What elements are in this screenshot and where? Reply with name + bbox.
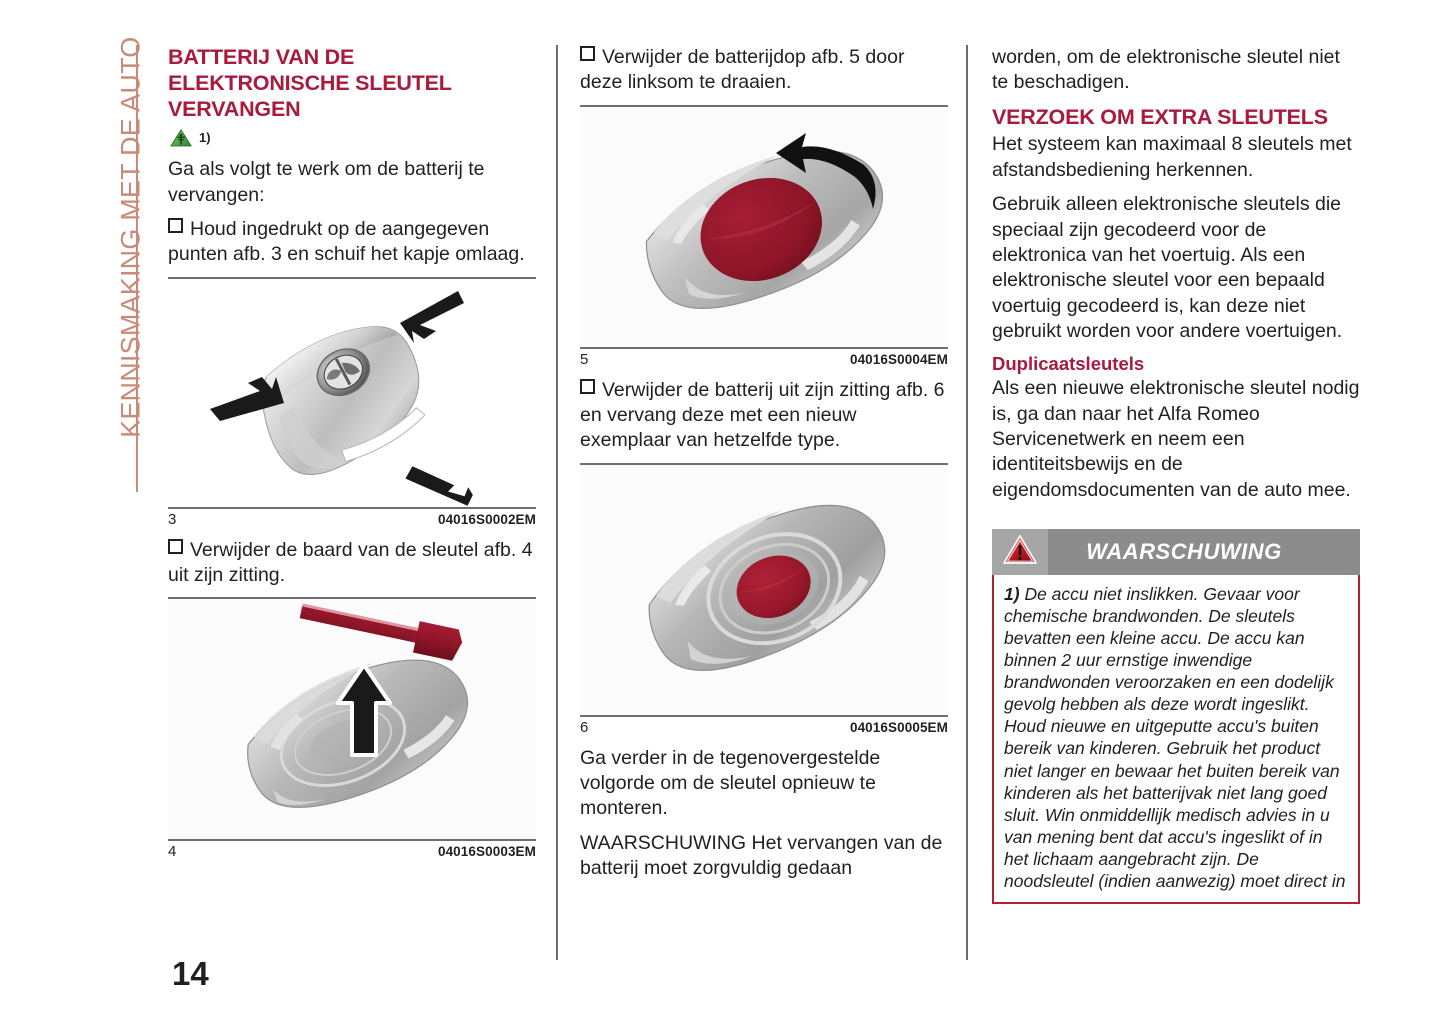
figure-code: 04016S0002EM xyxy=(437,511,536,527)
figure-6 xyxy=(580,463,948,736)
figure-code: 04016S0004EM xyxy=(849,351,948,367)
warning-text: De accu niet inslikken. Gevaar voor chemische brandwonden. De sleutels bevatten een kleine accu. De accu kan binnen 2 uur ernstige inwendige brandwonden veroorzaken en een dodelijk gevolg hebben als deze wordt ingeslikt. Houd nieuwe en uitgeputte accu's buiten bereik van kinderen. Gebruik het product niet langer en bewaar het buiten bereik van kinderen als het batterijvak niet lang goed sluit. Win onmiddellijk medisch advies in u van mening bent dat accu's ingeslikt of in het lichaam aangebracht zijn. De noodsleutel (indien aanwezig) moet direct in xyxy=(1004,584,1346,891)
red-warning-triangle-icon xyxy=(1002,534,1038,571)
figure-number: 6 xyxy=(580,718,589,736)
figure-3-illustration xyxy=(168,279,536,507)
column-divider-left xyxy=(556,45,558,960)
figure-3 xyxy=(168,277,536,528)
coded-keys-paragraph: Gebruik alleen elektronische sleutels die speciaal zijn gecodeerd voor de elektronica van het voertuig. Als een elektronische sleutel voor een bepaald voertuig gecodeerd is, kan deze niet gebruikt worden voor andere voertuigen. xyxy=(992,193,1343,342)
section-heading-extra-keys: VERZOEK OM EXTRA SLEUTELS xyxy=(992,104,1328,129)
bullet-text: Verwijder de baard van de sleutel afb. 4 uit zijn zitting. xyxy=(168,538,533,587)
figure-5 xyxy=(580,105,948,368)
reassembly-paragraph: Ga verder in de tegenovergestelde volgorde om de sleutel opnieuw te monteren. xyxy=(580,746,881,820)
figure-code: 04016S0005EM xyxy=(849,719,948,735)
max-keys-paragraph: Het systeem kan maximaal 8 sleutels met afstandsbediening herkennen. xyxy=(992,133,1352,181)
right-column xyxy=(992,45,1360,904)
page-number: 14 xyxy=(172,955,209,992)
bullet-text: Verwijder de batterijdop afb. 5 door deze linksom te draaien. xyxy=(580,46,905,94)
column-divider-right xyxy=(966,45,968,960)
square-bullet-icon xyxy=(580,46,595,61)
figure-number: 5 xyxy=(580,350,589,368)
subheading-duplicate-keys: Duplicaatsleutels xyxy=(992,353,1145,375)
figure-6-caption xyxy=(580,717,948,736)
figure-3-caption xyxy=(168,509,536,528)
green-warning-triangle-icon xyxy=(168,126,194,149)
warning-inline-paragraph: WAARSCHUWING Het vervangen van de batterij moet zorgvuldig gedaan xyxy=(580,831,943,880)
bullet-item xyxy=(168,217,536,268)
footnote-reference: 1) xyxy=(199,130,211,146)
warning-header xyxy=(992,529,1360,575)
intro-paragraph: Ga als volgt te werk om de batterij te vervangen: xyxy=(168,158,485,206)
figure-number: 3 xyxy=(168,510,177,528)
square-bullet-icon xyxy=(580,379,595,394)
figure-code: 04016S0003EM xyxy=(437,844,536,860)
figure-4-illustration xyxy=(168,599,536,839)
continuation-paragraph: worden, om de elektronische sleutel niet te beschadigen. xyxy=(992,46,1340,94)
figure-number: 4 xyxy=(168,843,177,861)
bullet-item xyxy=(580,378,948,454)
square-bullet-icon xyxy=(168,218,183,233)
warning-text-box xyxy=(992,575,1360,904)
bullet-text: Verwijder de batterij uit zijn zitting afb. 6 en vervang deze met een nieuw exemplaar van hetzelfde type. xyxy=(580,378,945,452)
square-bullet-icon xyxy=(168,539,183,554)
duplicate-keys-paragraph: Als een nieuwe elektronische sleutel nodig is, ga dan naar het Alfa Romeo Servicenetwerk en neem een identiteitsbewijs en de eigendomsdocumenten van de auto mee. xyxy=(992,377,1360,501)
warning-box xyxy=(992,529,1360,904)
left-column xyxy=(168,45,536,870)
figure-4 xyxy=(168,597,536,860)
bullet-item xyxy=(580,45,948,96)
bullet-item xyxy=(168,538,536,589)
middle-column xyxy=(580,45,948,890)
warning-title: WAARSCHUWING xyxy=(1086,539,1282,565)
section-heading: BATTERIJ VAN DE ELEKTRONISCHE SLEUTEL VERVANGEN xyxy=(168,45,452,121)
warning-icon-cell xyxy=(992,529,1048,575)
footnote-marker-group xyxy=(168,126,536,149)
figure-5-caption xyxy=(580,349,948,368)
figure-4-caption xyxy=(168,841,536,860)
warning-marker: 1) xyxy=(1004,584,1020,605)
bullet-text: Houd ingedrukt op de aangegeven punten afb. 3 en schuif het kapje omlaag. xyxy=(168,218,525,266)
chapter-sidebar xyxy=(88,36,146,960)
figure-5-illustration xyxy=(580,107,948,347)
chapter-label: KENNISMAKING MET DE AUTO xyxy=(115,36,146,438)
figure-6-illustration xyxy=(580,465,948,715)
